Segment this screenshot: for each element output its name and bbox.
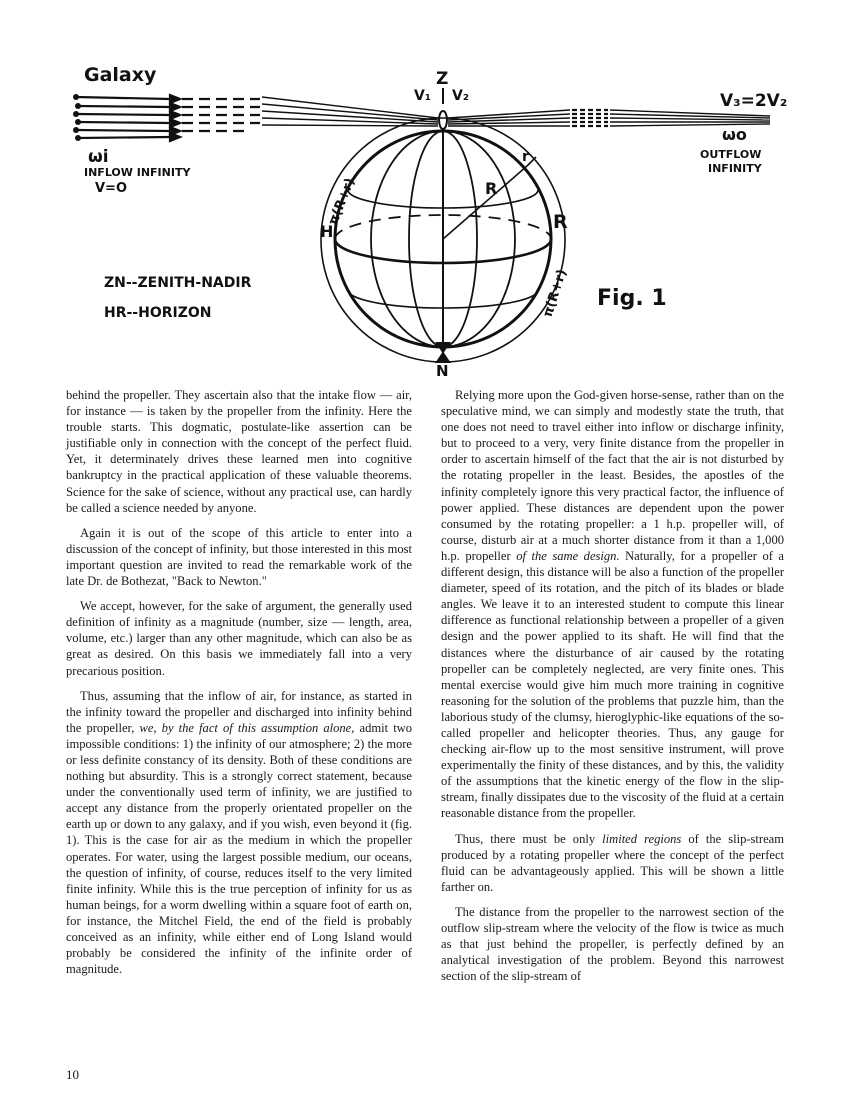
label-r-small: r <box>522 149 529 165</box>
left-paragraph-4 <box>66 688 412 978</box>
left-p4-emphasis: we, by the fact of this assumption alone, <box>139 720 355 735</box>
galaxy-arrows <box>76 95 180 141</box>
label-outflow-infinity: INFINITY <box>708 162 762 175</box>
left-paragraph-2: Again it is out of the scope of this article to enter into a discussion of the concept of infinity, but those interested in this most important question are invited to read the remarkable work of the late Dr. de Bothezat, "Back to Newton." <box>66 525 412 589</box>
label-v1: V₁ <box>414 88 431 104</box>
label-nadir: N <box>436 362 449 380</box>
right-p1-emphasis: of the same design. <box>516 548 620 563</box>
label-inflow-infinity: INFLOW INFINITY <box>84 166 191 179</box>
label-outflow: OUTFLOW <box>700 148 762 161</box>
outflow-dashed-block <box>572 110 608 126</box>
left-paragraph-1: behind the propeller. They ascertain also that the intake flow — air, for instance — is taken by the propeller from the infinity. Here the trouble starts. This dogmatic, postulate-like assertion can be justifiable only in connection with the concept of the perfect fluid. Yet, it determinately drives these learned men into cognitive bankruptcy in the practical application of these valuable theorems. Science for the sake of science, without any practical use, can hardly be called a science needed by anyone. <box>66 388 412 515</box>
label-arc-left: π(R+r) <box>325 175 359 228</box>
label-galaxy: Galaxy <box>84 64 157 86</box>
label-fig-1: Fig. 1 <box>597 286 667 311</box>
left-paragraph-3: We accept, however, for the sake of argument, the generally used definition of infinity as a magnitude (number, size — length, area, volume, etc.) larger than any other magnitude, which can also be as great as desired. On this basis we immediately fall into a very precarious position. <box>66 599 412 678</box>
right-paragraph-1 <box>441 387 784 822</box>
right-p1-end: Naturally, for a propeller of a different design, this distance will be also a function of the propeller diameter, speed of its rotation, and the pitch of its blades or blade angles. We leave it to an interested student to compute this linear difference as functional relationship between a propeller of a given design and the power applied to its shaft. He will find that the distances where the disturbance of air caused by the rotating propeller can be completely neglected, are very finite ones. This mental exercise would give him much more training in cognitive reasoning for the solution of the problems that puzzle him, than the laborious study of the clumsy, hieroglyphic-like equations of the so-called propeller and helicopter theories. Thus, any gauge for checking air-flow up to the most sensitive instrument, will prove experimentally the finity of these distances, and by this, the validity of the assumptions that the kinetic energy of the flow in the slip-stream, finally dissipates due to the viscosity of the fluid at a certain reasonable distance from the propeller. <box>441 548 785 821</box>
right-paragraph-2 <box>441 831 784 895</box>
stream-lines-outflow <box>448 110 770 126</box>
label-r-big: R <box>485 179 498 198</box>
left-p4-start: Thus, assuming that the inflow of air, for instance, as started in the infinity toward the propeller and discharged into infinity behind the propeller, <box>66 688 412 735</box>
left-column <box>66 387 412 977</box>
label-v3: V₃=2V₂ <box>720 91 788 111</box>
left-p4-end: admit two impossible conditions: 1) the infinity of our atmosphere; 2) the more or less definite constancy of its density. Both of these conditions are nothing but absurdity. This is a strongly correct statement, because under the conventionally used term of infinity, we are justified to accept any distance from the properly orientated propeller on the earth up or down to any galaxy, and if you wish, even beyond it (fig. 1). This is the case for air as the medium in which the propeller operates. For water, using the largest possible medium, our oceans, the question of infinity, of course, reduces itself to the very limited finite infinity. While this is the true perception of infinity for us as human beings, for a worm dwelling within a square foot of earth on, for instance, the Mitchel Field, the end of the field is probably conceived as an infinity, while either end of Long Island would probably be considered the infinity of the infinite order of magnitude. <box>66 720 413 977</box>
label-inflow-velocity: V=O <box>95 181 128 196</box>
nadir-mark <box>437 343 449 362</box>
label-zenith-nadir: ZN--ZENITH-NADIR <box>104 275 252 291</box>
figure-1-diagram <box>0 0 858 385</box>
galaxy-stars <box>73 94 81 141</box>
label-omega-o: ωo <box>722 125 747 144</box>
label-horizon-h: H <box>320 222 334 241</box>
inflow-dashed-lines <box>182 99 260 131</box>
label-horizon-r: R <box>553 211 568 233</box>
page-number: 10 <box>66 1067 79 1082</box>
right-paragraph-3: The distance from the propeller to the narrowest section of the outflow slip-stream where the velocity of the flow is twice as much as that just behind the propeller, is perfectly defined by an analytical investigation of the problem. Beyond this narrowest section of the slip-stream of <box>441 904 784 984</box>
label-arc-right: π(R+r) <box>540 267 571 320</box>
propeller-hub <box>439 88 447 129</box>
label-v2: V₂ <box>452 88 469 104</box>
label-omega-i: ωi <box>88 147 109 167</box>
right-p2-end: of the slip-stream produced by a rotating propeller where the concept of the perfect fluid can be advantageously applied. This will be shown a little farther on. <box>441 831 784 894</box>
label-zenith: Z <box>436 69 449 89</box>
right-p1-start: Relying more upon the God-given horse-sense, rather than on the speculative mind, we can simply and modestly state the truth, that one does not need to travel either into inflow or discharge infinity, but to proceed to a very, very finite distance from the propeller in order to ascertain himself of the fact that the air is not disturbed by the rotating propeller in the least. Besides, the apostles of the infinity completely ignore this very practical factor, the influence of power applied. These distances are dependent upon the power consumed by the rotating propeller: a 1 h.p. propeller will, of course, disturb air at a much shorter distance from it than a 1,000 h.p. propeller <box>441 388 784 563</box>
right-p2-emphasis: limited regions <box>602 831 682 846</box>
right-p2-start: Thus, there must be only <box>455 831 596 846</box>
label-horizon-legend: HR--HORIZON <box>104 305 212 321</box>
right-column <box>441 387 784 984</box>
